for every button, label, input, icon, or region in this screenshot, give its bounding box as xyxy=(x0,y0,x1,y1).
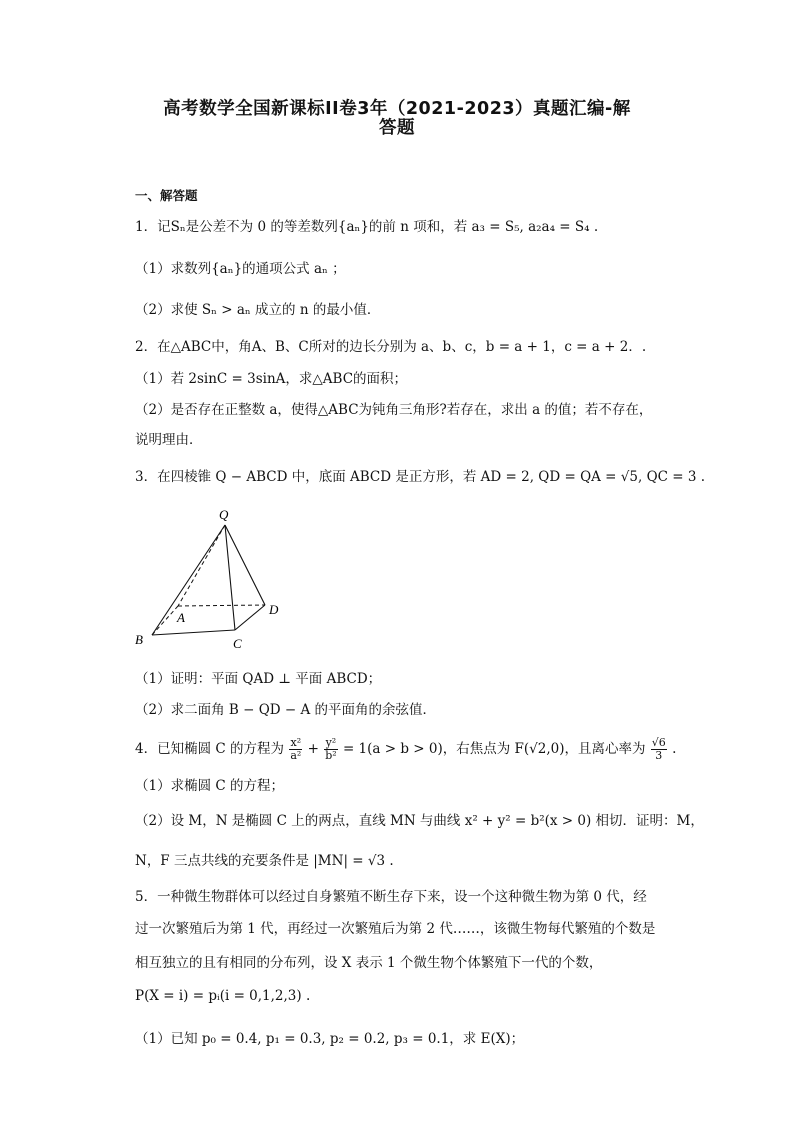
q4-frac-x xyxy=(289,737,302,762)
q4-part1: （1）求椭圆 C 的方程； xyxy=(135,778,285,794)
label-A: A xyxy=(177,610,185,625)
q3-part1: （1）证明：平面 QAD ⊥ 平面 ABCD； xyxy=(135,671,382,687)
q1-part2: （2）求使 Sₙ > aₙ 成立的 n 的最小值． xyxy=(135,302,381,318)
q4-stem-b: = 1(a > b > 0)，右焦点为 F(√2,0)，且离心率为 xyxy=(342,741,646,757)
doc-title-line1: 高考数学全国新课标II卷3年（2021-2023）真题汇编-解 xyxy=(163,99,631,119)
q3-stem: 3．在四棱锥 Q − ABCD 中，底面 ABCD 是正方形，若 AD = 2, QD = QA = √5, QC = 3 . xyxy=(135,469,706,485)
doc-title-line2: 答题 xyxy=(379,118,415,138)
q2-part2-line2: 说明理由． xyxy=(135,432,203,448)
edge-QB xyxy=(152,525,225,635)
q1-part1: （1）求数列{aₙ}的通项公式 aₙ ； xyxy=(135,261,346,277)
q4-frac-y-den: b² xyxy=(325,749,337,762)
q2-stem: 2．在△ABC中，角A、B、C所对的边长分别为 a、b、c，b = a + 1，c = a + 2．. xyxy=(135,339,647,355)
q4-frac-e-den: 3 xyxy=(655,749,663,762)
pyramid-figure xyxy=(130,505,290,655)
label-B: B xyxy=(135,632,143,647)
q4-frac-y-num: y² xyxy=(325,736,337,749)
edge-QC xyxy=(225,525,235,630)
edge-AB xyxy=(152,606,178,635)
label-D: D xyxy=(269,602,279,617)
q4-part2-line2: N，F 三点共线的充要条件是 |MN| = √3 . xyxy=(135,853,394,869)
edge-CD xyxy=(235,605,265,630)
q4-frac-x-den: a² xyxy=(290,749,302,762)
q4-stem xyxy=(135,737,676,762)
section-heading: 一、解答题 xyxy=(135,188,198,203)
q5-line4: P(X = i) = pᵢ(i = 0,1,2,3) . xyxy=(135,988,311,1004)
q4-plus: + xyxy=(307,741,319,757)
q1-stem: 1．记Sₙ是公差不为 0 的等差数列{aₙ}的前 n 项和，若 a₃ = S₅, a₂a₄ = S₄ . xyxy=(135,219,599,235)
pyramid-diagram xyxy=(130,505,290,655)
q5-line1: 5．一种微生物群体可以经过自身繁殖不断生存下来，设一个这种微生物为第 0 代，经 xyxy=(135,889,647,905)
q5-part1: （1）已知 p₀ = 0.4, p₁ = 0.3, p₂ = 0.2, p₃ = 0.1，求 E(X)； xyxy=(135,1031,525,1047)
q4-frac-e xyxy=(651,737,667,762)
q4-frac-x-num: x² xyxy=(290,736,302,749)
q3-part2: （2）求二面角 B − QD − A 的平面角的余弦值． xyxy=(135,702,437,718)
q2-part1: （1）若 2sinC = 3sinA，求△ABC的面积； xyxy=(135,371,408,387)
q4-frac-y xyxy=(324,737,337,762)
q4-stem-a: 4．已知椭圆 C 的方程为 xyxy=(135,741,285,757)
label-Q: Q xyxy=(219,507,229,522)
q2-part2-line1: （2）是否存在正整数 a，使得△ABC为钝角三角形?若存在，求出 a 的值；若不存在， xyxy=(135,402,653,418)
label-C: C xyxy=(233,636,242,651)
q4-stem-c: . xyxy=(672,741,677,757)
edge-AD xyxy=(178,605,265,606)
q4-frac-e-num: √6 xyxy=(651,736,666,749)
edge-QA xyxy=(178,525,225,606)
q5-line2: 过一次繁殖后为第 1 代，再经过一次繁殖后为第 2 代……，该微生物每代繁殖的个数是 xyxy=(135,921,656,937)
q5-line3: 相互独立的且有相同的分布列，设 X 表示 1 个微生物个体繁殖下一代的个数， xyxy=(135,955,603,971)
edge-BC xyxy=(152,630,235,635)
q4-part2-line1: （2）设 M，N 是椭圆 C 上的两点，直线 MN 与曲线 x² + y² = b²(x > 0) 相切．证明：M， xyxy=(135,813,704,829)
